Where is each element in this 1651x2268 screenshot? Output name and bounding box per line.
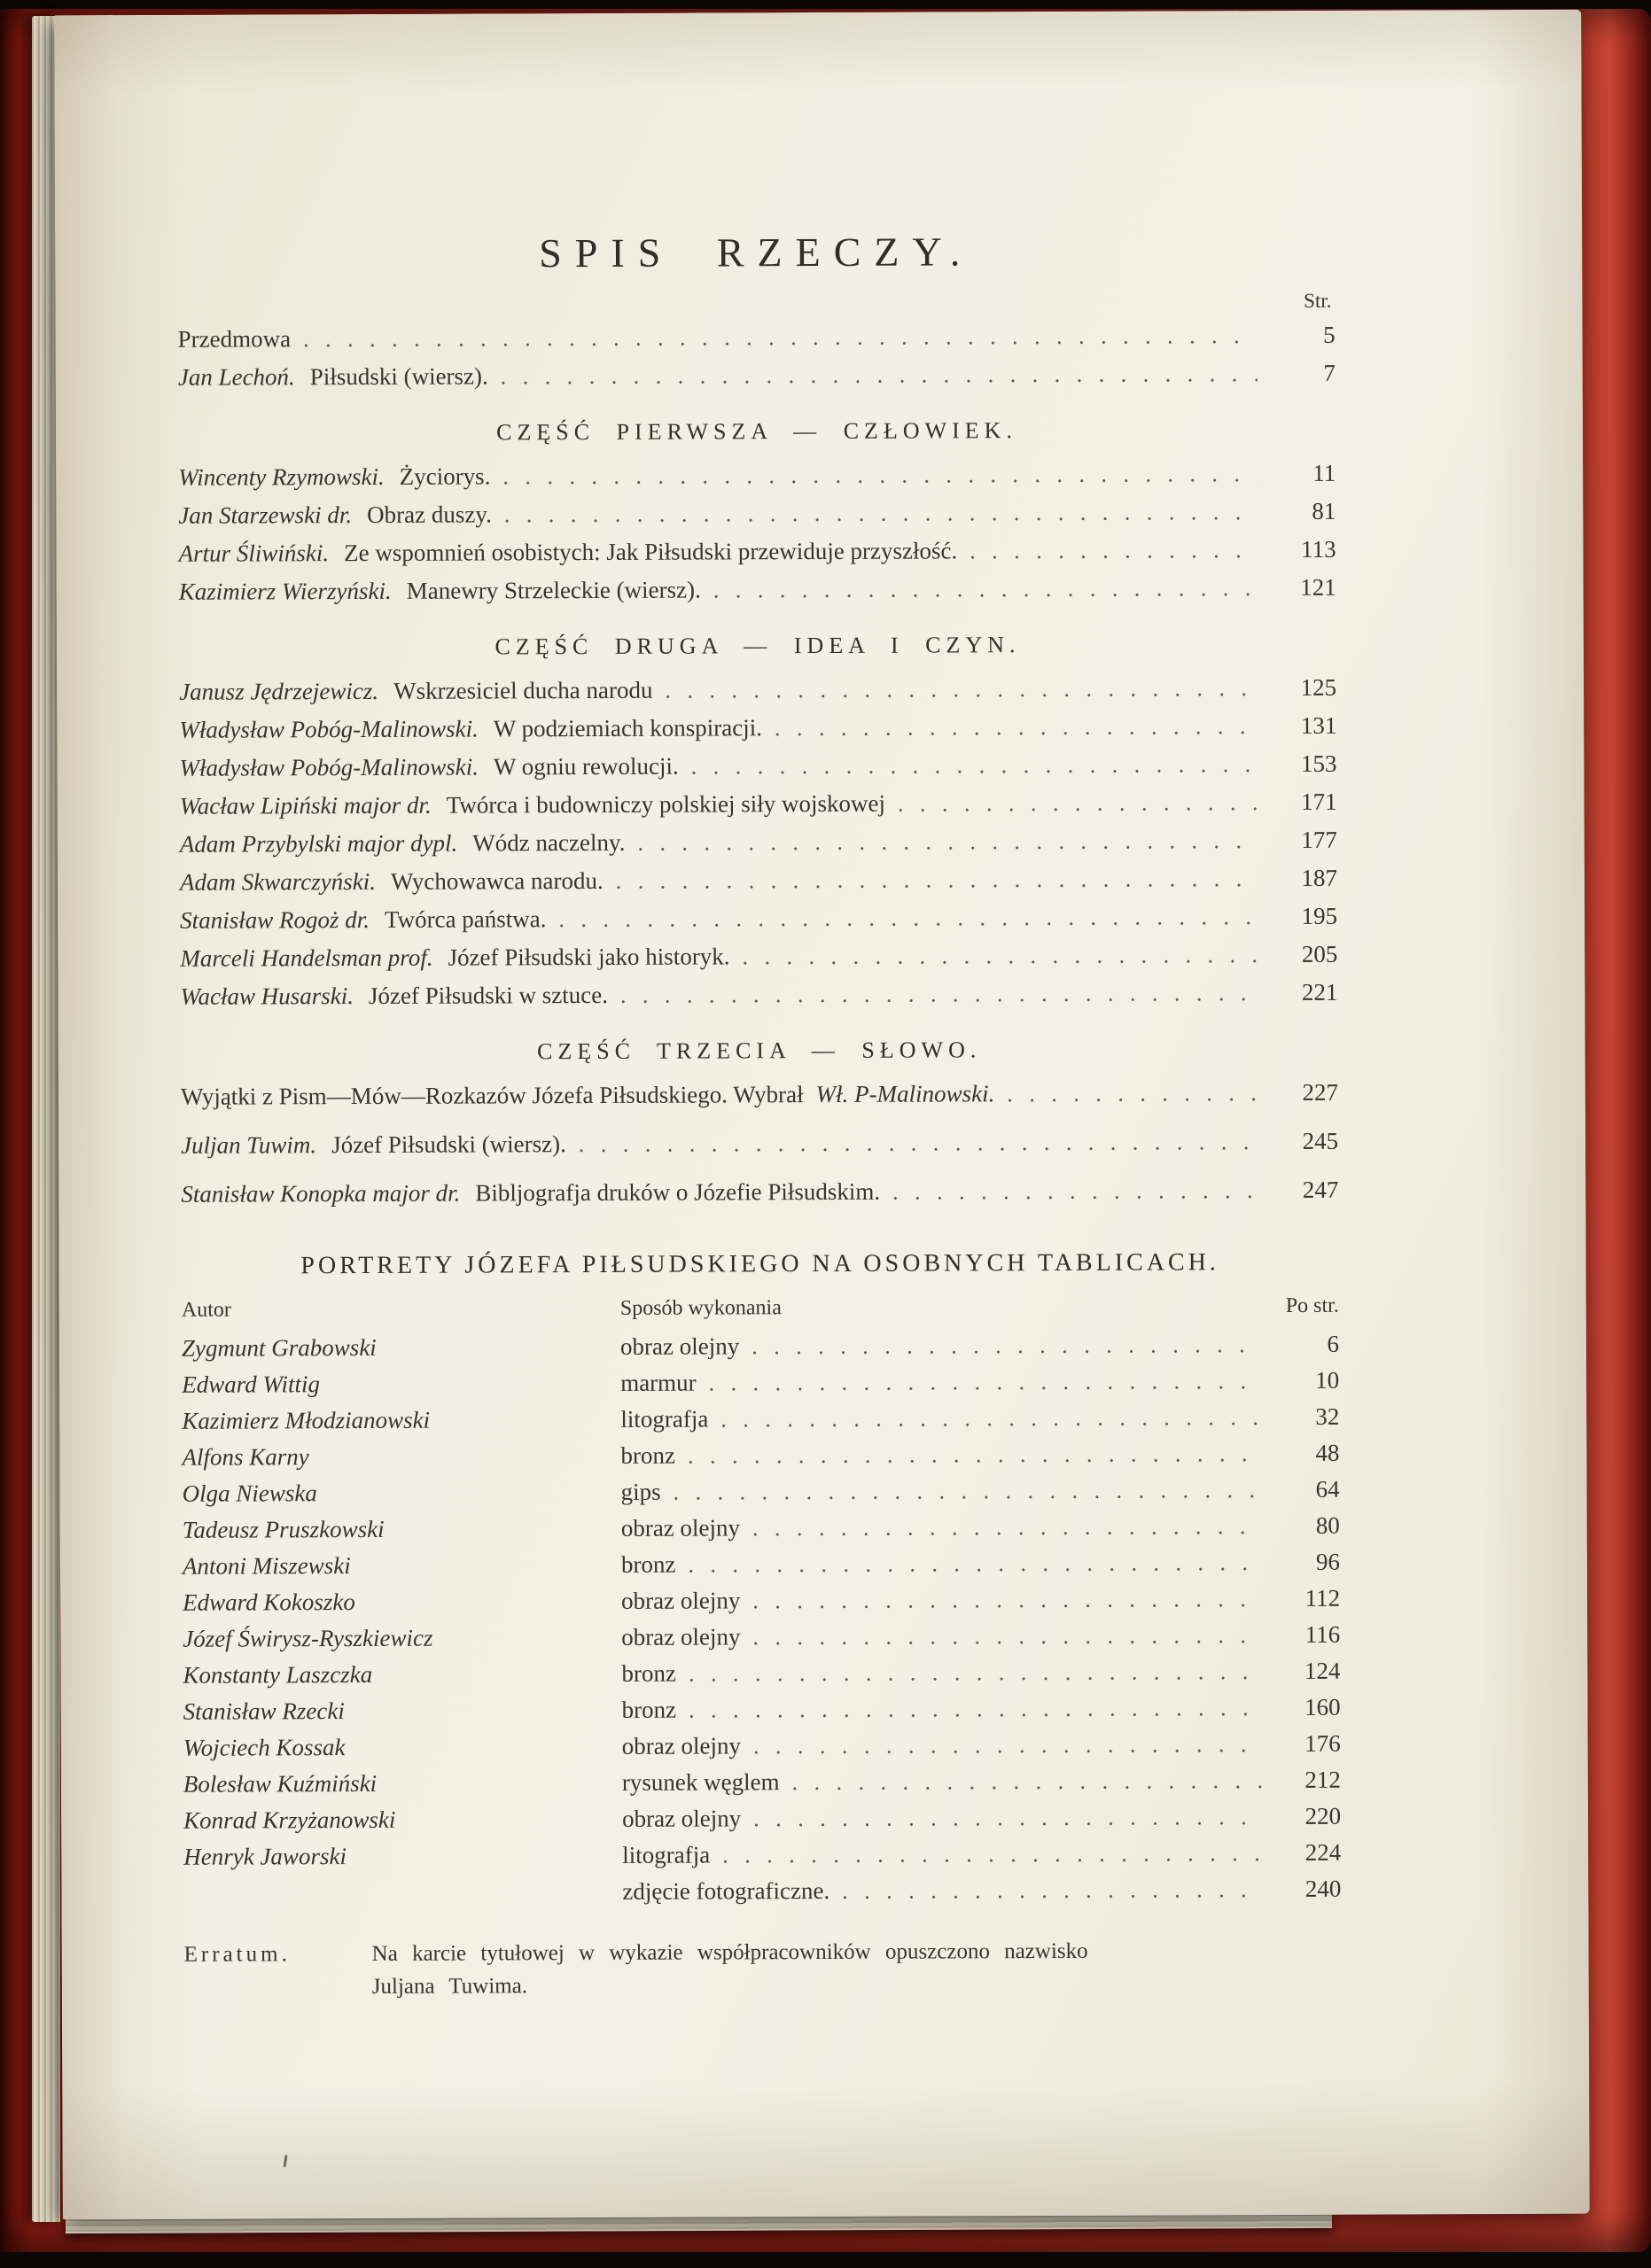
toc-entry-title: Wyjątki z Pism—Mów—Rozkazów Józefa Piłsudskiego. Wybrał: [180, 1081, 804, 1110]
toc-entry-title: Piłsudski (wiersz).: [309, 362, 488, 391]
front-entries: [178, 316, 1336, 397]
portrait-method: litografja: [622, 1841, 711, 1868]
toc-entry-text: [181, 1075, 995, 1116]
page-number: 11: [1312, 459, 1336, 486]
page-number: 153: [1300, 750, 1337, 777]
toc-entry: [180, 897, 1337, 940]
toc-entry-text: [180, 824, 626, 864]
toc-entry: [180, 859, 1337, 902]
dot-leader: [753, 1798, 1263, 1837]
dot-leader: [689, 1653, 1263, 1691]
dot-leader: [970, 531, 1258, 570]
portrait-method: obraz olejny: [621, 1805, 742, 1832]
dot-leader: [752, 1326, 1261, 1364]
pencil-mark: [283, 2155, 287, 2167]
portrait-row: [183, 1581, 1340, 1621]
portrait-method: bronz: [621, 1696, 677, 1723]
portrait-method: litografja: [620, 1405, 709, 1433]
portrait-method: obraz olejny: [620, 1514, 741, 1542]
page-number: 160: [1304, 1693, 1341, 1720]
page-number: 240: [1304, 1875, 1342, 1902]
dot-leader: [688, 1435, 1262, 1473]
section-heading: CZĘŚĆ DRUGA — IDEA I CZYN.: [495, 632, 1021, 660]
page-number: 7: [1323, 359, 1336, 386]
page-number: 247: [1302, 1176, 1339, 1203]
portrait-author: Konrad Krzyżanowski: [183, 1806, 396, 1834]
portrait-method: obraz olejny: [621, 1587, 741, 1614]
toc-entry-title: Bibljografja druków o Józefie Piłsudskim.: [475, 1177, 881, 1207]
dot-leader: [674, 1472, 1262, 1511]
toc-entry-text: [179, 672, 652, 711]
dot-leader: [709, 1363, 1262, 1401]
dot-leader: [752, 1508, 1262, 1546]
page-number: 171: [1301, 788, 1337, 815]
toc-entry-title: Józef Piłsudski (wiersz).: [331, 1130, 566, 1159]
toc-content: [176, 11, 1342, 2004]
portrait-row: [183, 1726, 1341, 1767]
toc-entry-author: Marceli Handelsman prof.: [180, 944, 433, 972]
dot-leader: [691, 745, 1259, 785]
portrait-method: bronz: [621, 1659, 676, 1687]
toc-entry-title: Józef Piłsudski jako historyk.: [448, 943, 730, 971]
toc-entry-author: Wacław Husarski.: [180, 983, 354, 1010]
toc-entry-text: [180, 862, 604, 902]
toc-entry-title: Życiorys.: [399, 462, 491, 490]
page-number: 227: [1302, 1078, 1338, 1106]
portrait-row: [182, 1326, 1339, 1367]
dot-leader: [752, 1581, 1262, 1619]
toc-section: [181, 1036, 1339, 1214]
page-number: 6: [1327, 1330, 1340, 1357]
dot-leader: [752, 1617, 1262, 1655]
dot-leader: [842, 1871, 1263, 1909]
dot-leader: [753, 1726, 1263, 1764]
toc-entry-author: Artur Śliwiński.: [178, 540, 330, 567]
page-number: 212: [1304, 1766, 1341, 1793]
dot-leader: [637, 821, 1259, 862]
toc-section: [178, 416, 1336, 611]
toc-entry-author: Wincenty Rzymowski.: [178, 462, 385, 491]
erratum: [184, 1934, 1342, 2004]
toc-entry-title: W ogniu rewolucji.: [493, 752, 679, 781]
toc-section: [179, 631, 1338, 1016]
dot-leader: [1007, 1074, 1260, 1113]
page-number: 205: [1301, 940, 1338, 967]
dot-leader: [722, 1835, 1263, 1873]
portraits-col-author: Autor: [181, 1298, 231, 1322]
page-number: 124: [1304, 1657, 1341, 1684]
toc-entry: [181, 1171, 1338, 1214]
portraits-col-method: Sposób wykonania: [619, 1296, 782, 1320]
toc-entry-text: [179, 709, 762, 750]
toc-entry: [178, 531, 1336, 573]
dot-leader: [898, 783, 1259, 823]
toc-entry-title: Wskrzesiciel ducha narodu: [393, 676, 653, 704]
page-number: 125: [1300, 673, 1337, 701]
dot-leader: [775, 707, 1259, 747]
toc-entry-author: Adam Skwarczyński.: [179, 867, 377, 896]
toc-entry-title: Twórca i budowniczy polskiej siły wojskowej: [446, 789, 886, 819]
page-number: 64: [1315, 1475, 1340, 1503]
page-number: 116: [1304, 1620, 1341, 1648]
toc-entry-text: [178, 320, 292, 358]
page-number: 10: [1315, 1366, 1340, 1394]
toc-entry-text: [178, 457, 490, 496]
dot-leader: [892, 1171, 1260, 1211]
portrait-method: zdjęcie fotograficzne.: [622, 1876, 830, 1905]
portrait-author: Zygmunt Grabowski: [181, 1333, 377, 1362]
toc-entry: [180, 783, 1337, 826]
toc-entry: [179, 745, 1336, 788]
toc-entry-title: Twórca państwa.: [384, 905, 547, 933]
page-number: 112: [1304, 1584, 1341, 1612]
portrait-author: Antoni Miszewski: [182, 1552, 351, 1580]
portrait-author: [183, 1899, 622, 1901]
toc-entry-text: [180, 937, 729, 977]
portrait-method: marmur: [620, 1369, 697, 1396]
erratum-text: [372, 1934, 1342, 2003]
portrait-author: Bolesław Kuźmiński: [183, 1769, 378, 1798]
portrait-row: [183, 1689, 1341, 1730]
portrait-row: [183, 1472, 1340, 1512]
toc-entry: [180, 974, 1337, 1016]
page-number: 113: [1300, 535, 1336, 563]
toc-entry-text: [178, 495, 492, 534]
portrait-row: [183, 1835, 1341, 1876]
toc-entry-title: Józef Piłsudski w sztuce.: [368, 981, 609, 1009]
page-number: 224: [1304, 1838, 1342, 1866]
toc-entry-author: Jan Lechoń.: [177, 363, 295, 391]
book-page: [54, 10, 1590, 2220]
toc-entry-author: Władysław Pobóg-Malinowski.: [179, 753, 479, 781]
toc-entry: [178, 493, 1336, 535]
page-number: 220: [1304, 1802, 1342, 1829]
toc-entry-text: [180, 785, 885, 826]
toc-entry-title: Manewry Strzeleckie (wiersz).: [406, 576, 701, 604]
portrait-method: obraz olejny: [621, 1732, 741, 1759]
portrait-row: [183, 1871, 1341, 1912]
dot-leader: [303, 316, 1258, 358]
toc-entry-author: Juljan Tuwim.: [181, 1131, 317, 1159]
erratum-line2: Juljana Tuwima.: [371, 1974, 528, 1999]
toc-entry-title: W podziemiach konspiracji.: [493, 714, 763, 742]
toc-entry-text: [181, 1125, 566, 1165]
toc-entry-text: [178, 357, 488, 396]
page-number: 32: [1315, 1402, 1340, 1430]
toc-entry: [181, 1122, 1338, 1165]
page-number: 187: [1301, 864, 1338, 891]
toc-entry-title: Wódz naczelny.: [472, 828, 626, 857]
portraits-header-spacer: [782, 1312, 1286, 1314]
page-number: 221: [1301, 978, 1338, 1006]
toc-entry-author: Kazimierz Wierzyński.: [178, 577, 392, 605]
erratum-label: Erratum.: [183, 1942, 291, 1967]
toc-entry-author: Wacław Lipiński major dr.: [179, 791, 432, 819]
portrait-author: Tadeusz Pruszkowski: [182, 1515, 385, 1543]
page-number: 5: [1323, 321, 1336, 348]
portraits-header-row: [182, 1291, 1339, 1325]
dot-leader: [689, 1689, 1263, 1728]
dot-leader: [792, 1762, 1263, 1800]
section-heading: CZĘŚĆ TRZECIA — SŁOWO.: [537, 1037, 982, 1065]
toc-entry-text: [180, 900, 547, 940]
toc-entry: [179, 669, 1336, 711]
portrait-row: [182, 1399, 1339, 1440]
portrait-method: bronz: [620, 1550, 676, 1578]
portrait-author: Edward Wittig: [182, 1371, 320, 1398]
erratum-line1: Na karcie tytułowej w wykazie współpracowników opuszczono nazwisko: [371, 1938, 1088, 1966]
dot-leader: [579, 1122, 1260, 1163]
toc-entry-author: Wł. P-Malinowski.: [815, 1080, 995, 1108]
portrait-row: [183, 1653, 1340, 1694]
portrait-method: obraz olejny: [619, 1332, 740, 1360]
portrait-author: Wojciech Kossak: [183, 1734, 346, 1761]
portrait-author: Stanisław Rzecki: [183, 1697, 345, 1725]
toc-entry-author: Stanisław Konopka major dr.: [181, 1179, 461, 1208]
dot-leader: [713, 569, 1258, 609]
toc-entry-author: Władysław Pobóg-Malinowski.: [179, 715, 479, 743]
toc-entry-title: Przedmowa: [177, 325, 292, 353]
portrait-author: Edward Kokoszko: [183, 1588, 355, 1616]
toc-entry-text: [179, 748, 678, 788]
dot-leader: [742, 936, 1259, 975]
page-number: 121: [1300, 573, 1336, 601]
portrait-row: [183, 1544, 1340, 1585]
toc-entry-text: [181, 1173, 880, 1214]
toc-entry: [179, 569, 1336, 611]
dot-leader: [688, 1544, 1262, 1582]
dot-leader: [720, 1399, 1261, 1437]
toc-entry-text: [180, 976, 608, 1016]
portrait-author: Kazimierz Młodzianowski: [182, 1406, 431, 1434]
toc-entry: [179, 707, 1336, 750]
portraits-col-page: Po str.: [1285, 1293, 1339, 1317]
dot-leader: [620, 974, 1260, 1014]
toc-entry-author: Jan Starzewski dr.: [178, 501, 353, 529]
page-number: 195: [1301, 902, 1338, 929]
toc-entry: [180, 821, 1337, 864]
portrait-author: Józef Świrysz-Ryszkiewicz: [183, 1624, 433, 1652]
dot-leader: [616, 859, 1259, 900]
page-number: 176: [1304, 1729, 1341, 1757]
toc-entry: [180, 936, 1337, 978]
toc-entry: [178, 454, 1336, 497]
portrait-method: gips: [620, 1478, 661, 1505]
page-number: 96: [1315, 1548, 1340, 1575]
dot-leader: [502, 454, 1258, 495]
dot-leader: [504, 493, 1258, 533]
portrait-author: Henryk Jaworski: [183, 1843, 347, 1870]
portrait-method: rysunek węglem: [621, 1768, 780, 1796]
toc-entry-author: Janusz Jędrzejewicz.: [179, 677, 379, 705]
section-heading: CZĘŚĆ PIERWSZA — CZŁOWIEK.: [496, 417, 1017, 446]
portrait-method: obraz olejny: [621, 1623, 741, 1651]
page-number: 131: [1300, 711, 1337, 739]
toc-entry-author: Adam Przybylski major dypl.: [179, 829, 458, 858]
toc-entry: [178, 354, 1336, 397]
dot-leader: [501, 354, 1258, 395]
dot-leader: [665, 669, 1258, 710]
toc-title: SPIS RZECZY.: [539, 229, 974, 276]
toc-entry-title: Ze wspomnień osobistych: Jak Piłsudski przewiduje przyszłość.: [344, 537, 958, 567]
portraits-heading: PORTRETY JÓZEFA PIŁSUDSKIEGO NA OSOBNYCH TABLICACH.: [300, 1248, 1219, 1280]
toc-sections: [178, 416, 1338, 1214]
page-column-label: Str.: [1304, 289, 1332, 312]
portrait-method: bronz: [620, 1441, 676, 1469]
toc-entry: [181, 1074, 1338, 1116]
portrait-author: Olga Niewska: [182, 1480, 317, 1507]
portrait-row: [183, 1798, 1341, 1839]
portrait-row: [182, 1435, 1339, 1476]
toc-entry-title: Wychowawca narodu.: [390, 866, 604, 895]
toc-entry-text: [179, 571, 701, 611]
portrait-author: Alfons Karny: [182, 1443, 309, 1471]
page-number: 245: [1302, 1127, 1339, 1154]
portraits-table: [182, 1326, 1342, 1912]
portrait-row: [183, 1762, 1341, 1803]
toc-entry-author: Stanisław Rogoż dr.: [180, 905, 370, 934]
page-number: 177: [1301, 826, 1337, 853]
page-number: 48: [1315, 1439, 1340, 1466]
page-number: 80: [1315, 1511, 1340, 1539]
portrait-row: [182, 1363, 1339, 1403]
toc-entry-text: [178, 532, 957, 572]
toc-entry: [178, 316, 1336, 359]
portrait-row: [183, 1508, 1340, 1549]
portrait-author: Konstanty Laszczka: [183, 1660, 373, 1689]
portrait-row: [183, 1617, 1340, 1658]
page-number: 81: [1312, 497, 1336, 524]
dot-leader: [558, 897, 1259, 938]
toc-entry-title: Obraz duszy.: [367, 501, 492, 528]
